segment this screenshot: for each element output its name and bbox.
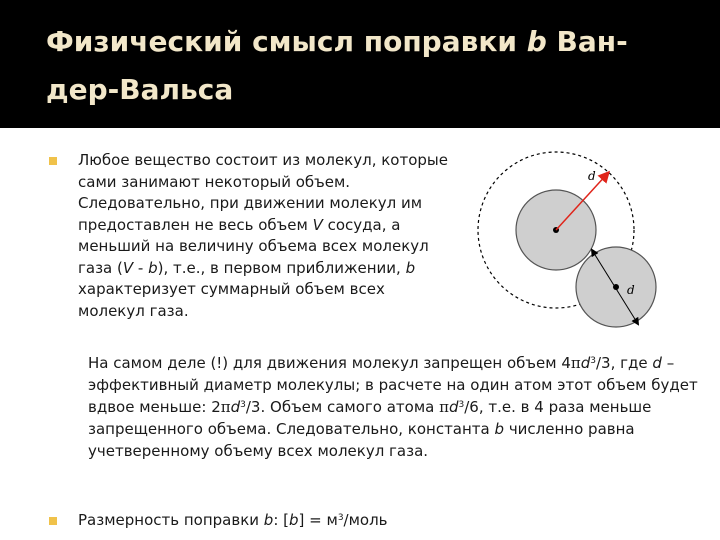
var-v: V	[122, 258, 134, 277]
symbol-pi: π	[439, 398, 449, 416]
title-band	[0, 0, 720, 128]
paragraph-molecules-volume	[78, 150, 448, 322]
symbol-pi: π	[220, 398, 231, 416]
title-text-end: Ван-дер-Вальса	[46, 25, 628, 106]
exponent: 3	[458, 400, 465, 410]
molecule-diagram	[470, 140, 680, 340]
var-v: V	[312, 215, 323, 234]
var-d: d	[580, 354, 591, 372]
text: -	[133, 258, 149, 277]
var-b: b	[405, 258, 416, 277]
label-d-top: d	[588, 169, 596, 183]
text: сосуда, а меньший на величину объема всех молекул газа (	[78, 215, 429, 277]
var-b: b	[494, 420, 505, 438]
text: характеризует суммарный объем всех молекул газа.	[78, 280, 385, 320]
text: /6, т.е. в 4 раза меньше запрещенного объема. Следовательно, константа	[88, 398, 652, 438]
var-b: b	[148, 258, 158, 277]
var-d: d	[448, 398, 459, 416]
text: ] = м	[298, 511, 338, 529]
text: – эффективный диаметр молекулы; в расчете на один атом этот объем будет вдвое меньше: 2	[88, 354, 698, 416]
text: /3. Объем самого атома	[245, 398, 440, 416]
text: Любое вещество состоит из молекул, которые сами занимают некоторый объем. Следовательно, при движении молекул им предоставлен не весь объем	[78, 151, 448, 234]
text: Размерность поправки	[78, 511, 264, 529]
label-d-bottom: d	[627, 283, 635, 297]
var-d: d	[652, 354, 662, 372]
symbol-pi: π	[570, 354, 581, 372]
slide-title	[46, 18, 696, 114]
var-d: d	[230, 398, 241, 416]
title-symbol: b	[526, 25, 547, 58]
text: /моль	[343, 511, 388, 529]
bullet-marker	[49, 157, 57, 165]
bullet-marker	[49, 517, 57, 525]
exponent: 3	[590, 356, 596, 366]
exponent: 3	[240, 400, 246, 410]
paragraph-dimension	[78, 510, 678, 532]
var-b: b	[289, 511, 299, 529]
var-b: b	[263, 511, 274, 529]
paragraph-excluded-volume	[88, 352, 698, 462]
text: ), т.е., в первом приближении,	[157, 258, 406, 277]
title-text: Физический смысл поправки	[46, 25, 527, 58]
text: численно равна учетверенному объему всех молекул газа.	[88, 420, 635, 460]
text: На самом деле (!) для движения молекул запрещен объем 4	[88, 354, 571, 372]
text: : [	[273, 511, 289, 529]
exponent: 3	[337, 513, 344, 523]
text: /3, где	[596, 354, 653, 372]
